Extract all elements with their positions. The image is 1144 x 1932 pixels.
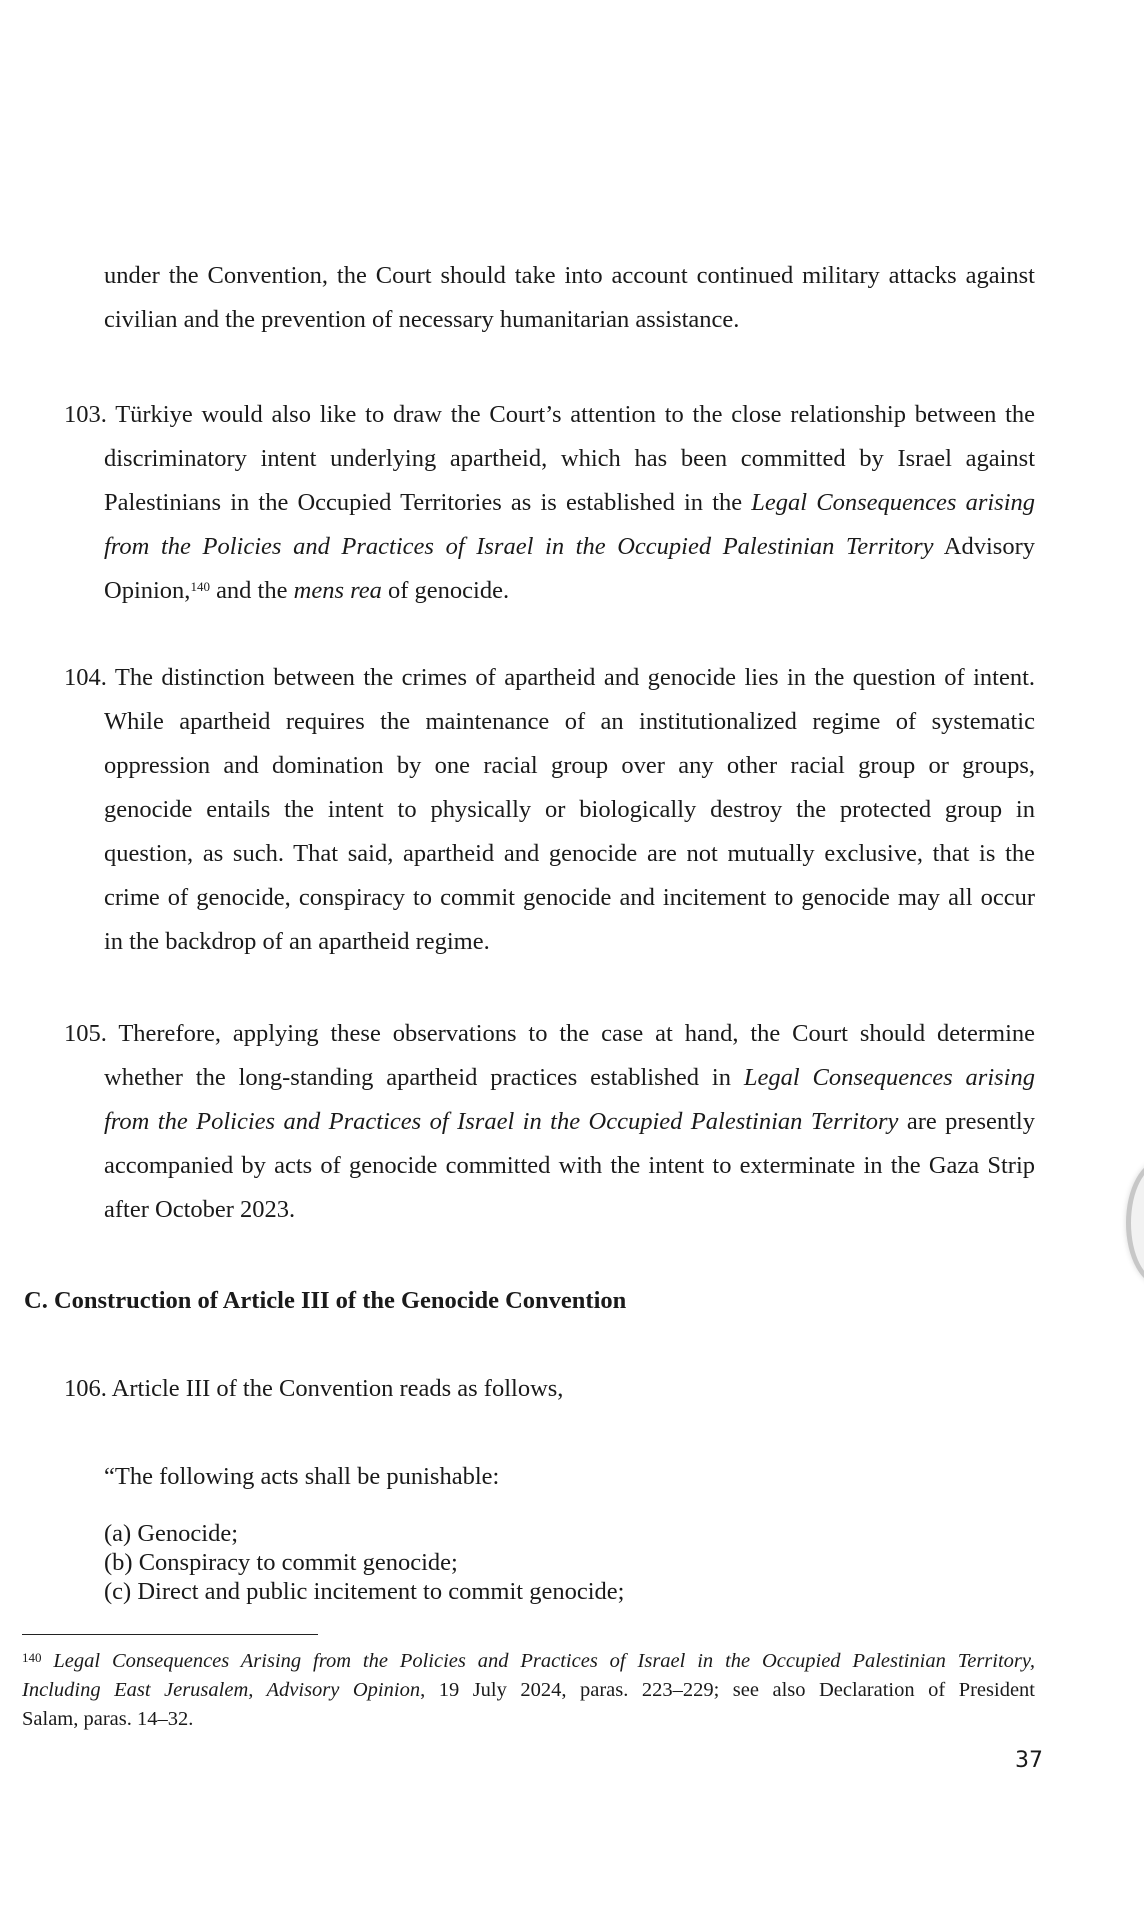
continuation-paragraph	[104, 254, 1035, 342]
section-heading: C. Construction of Article III of the Genocide Convention	[24, 1287, 627, 1314]
paragraph-104	[64, 656, 1035, 964]
paragraph-104-line-2: While apartheid requires the maintenance of an institutionalized regime of systematic	[104, 708, 1035, 735]
paragraph-105-number: 105.	[64, 1020, 107, 1047]
paragraph-105-line-4: accompanied by acts of genocide committed with the intent to exterminate in the Gaza Strip	[104, 1152, 1035, 1179]
continuation-line-2: civilian and the prevention of necessary humanitarian assistance.	[104, 306, 740, 333]
paragraph-106	[64, 1367, 1035, 1411]
paragraph-103	[64, 393, 1035, 613]
footnote-line-3: Salam, paras. 14–32.	[22, 1708, 194, 1730]
paragraph-103-number: 103.	[64, 401, 107, 428]
paragraph-105-line-2: whether the long-standing apartheid practices established in Legal Consequences arising	[104, 1064, 1035, 1091]
quote-item-b: (b) Conspiracy to commit genocide;	[104, 1549, 458, 1576]
paragraph-103-line-1: 103. Türkiye would also like to draw the Court’s attention to the close relationship between the	[64, 401, 1035, 428]
paragraph-104-line-6: crime of genocide, conspiracy to commit genocide and incitement to genocide may all occur	[104, 884, 1035, 911]
footnote-marker: 140	[22, 1650, 42, 1665]
footnote-reference-140[interactable]: 140	[190, 579, 210, 594]
page-turn-handle[interactable]	[1126, 1160, 1144, 1286]
footnote-140	[22, 1647, 1035, 1734]
quote-item-c: (c) Direct and public incitement to commit genocide;	[104, 1578, 625, 1605]
paragraph-105-line-3: from the Policies and Practices of Israel in the Occupied Palestinian Territory are presently	[104, 1108, 1035, 1135]
paragraph-105-line-5: after October 2023.	[104, 1196, 296, 1223]
footnote-separator	[22, 1634, 318, 1635]
paragraph-104-number: 104.	[64, 664, 107, 691]
paragraph-103-line-5: Opinion,$^{140}$ and the mens rea of genocide.	[104, 577, 510, 604]
paragraph-106-line-1: 106. Article III of the Convention reads as follows,	[64, 1375, 564, 1402]
quote-intro: “The following acts shall be punishable:	[104, 1463, 500, 1490]
paragraph-103-line-2: discriminatory intent underlying apartheid, which has been committed by Israel against	[104, 445, 1035, 472]
paragraph-105	[64, 1012, 1035, 1232]
footnote-line-2: Including East Jerusalem, Advisory Opinion, 19 July 2024, paras. 223–229; see also Declaration of President	[22, 1679, 1035, 1701]
paragraph-104-line-3: oppression and domination by one racial group over any other racial group or groups,	[104, 752, 1035, 779]
paragraph-104-line-1: 104. The distinction between the crimes of apartheid and genocide lies in the question of intent.	[64, 664, 1035, 691]
continuation-line-1: under the Convention, the Court should take into account continued military attacks against	[104, 262, 1035, 289]
quote-item-a: (a) Genocide;	[104, 1520, 238, 1547]
paragraph-106-number: 106.	[64, 1375, 107, 1402]
paragraph-104-line-5: question, as such. That said, apartheid and genocide are not mutually exclusive, that is the	[104, 840, 1035, 867]
paragraph-105-line-1: 105. Therefore, applying these observations to the case at hand, the Court should determine	[64, 1020, 1035, 1047]
paragraph-103-line-3: Palestinians in the Occupied Territories as is established in the Legal Consequences arising	[104, 489, 1036, 516]
paragraph-104-line-7: in the backdrop of an apartheid regime.	[104, 928, 490, 955]
footnote-line-1: $^{140}$ Legal Consequences Arising from the Policies and Practices of Israel in the Occupied Palestinian Territory,	[22, 1650, 1036, 1672]
page-number: 37	[1015, 1748, 1043, 1773]
paragraph-103-line-4: from the Policies and Practices of Israel in the Occupied Palestinian Territory Advisory	[104, 533, 1035, 560]
paragraph-104-line-4: genocide entails the intent to physically or biologically destroy the protected group in	[104, 796, 1035, 823]
